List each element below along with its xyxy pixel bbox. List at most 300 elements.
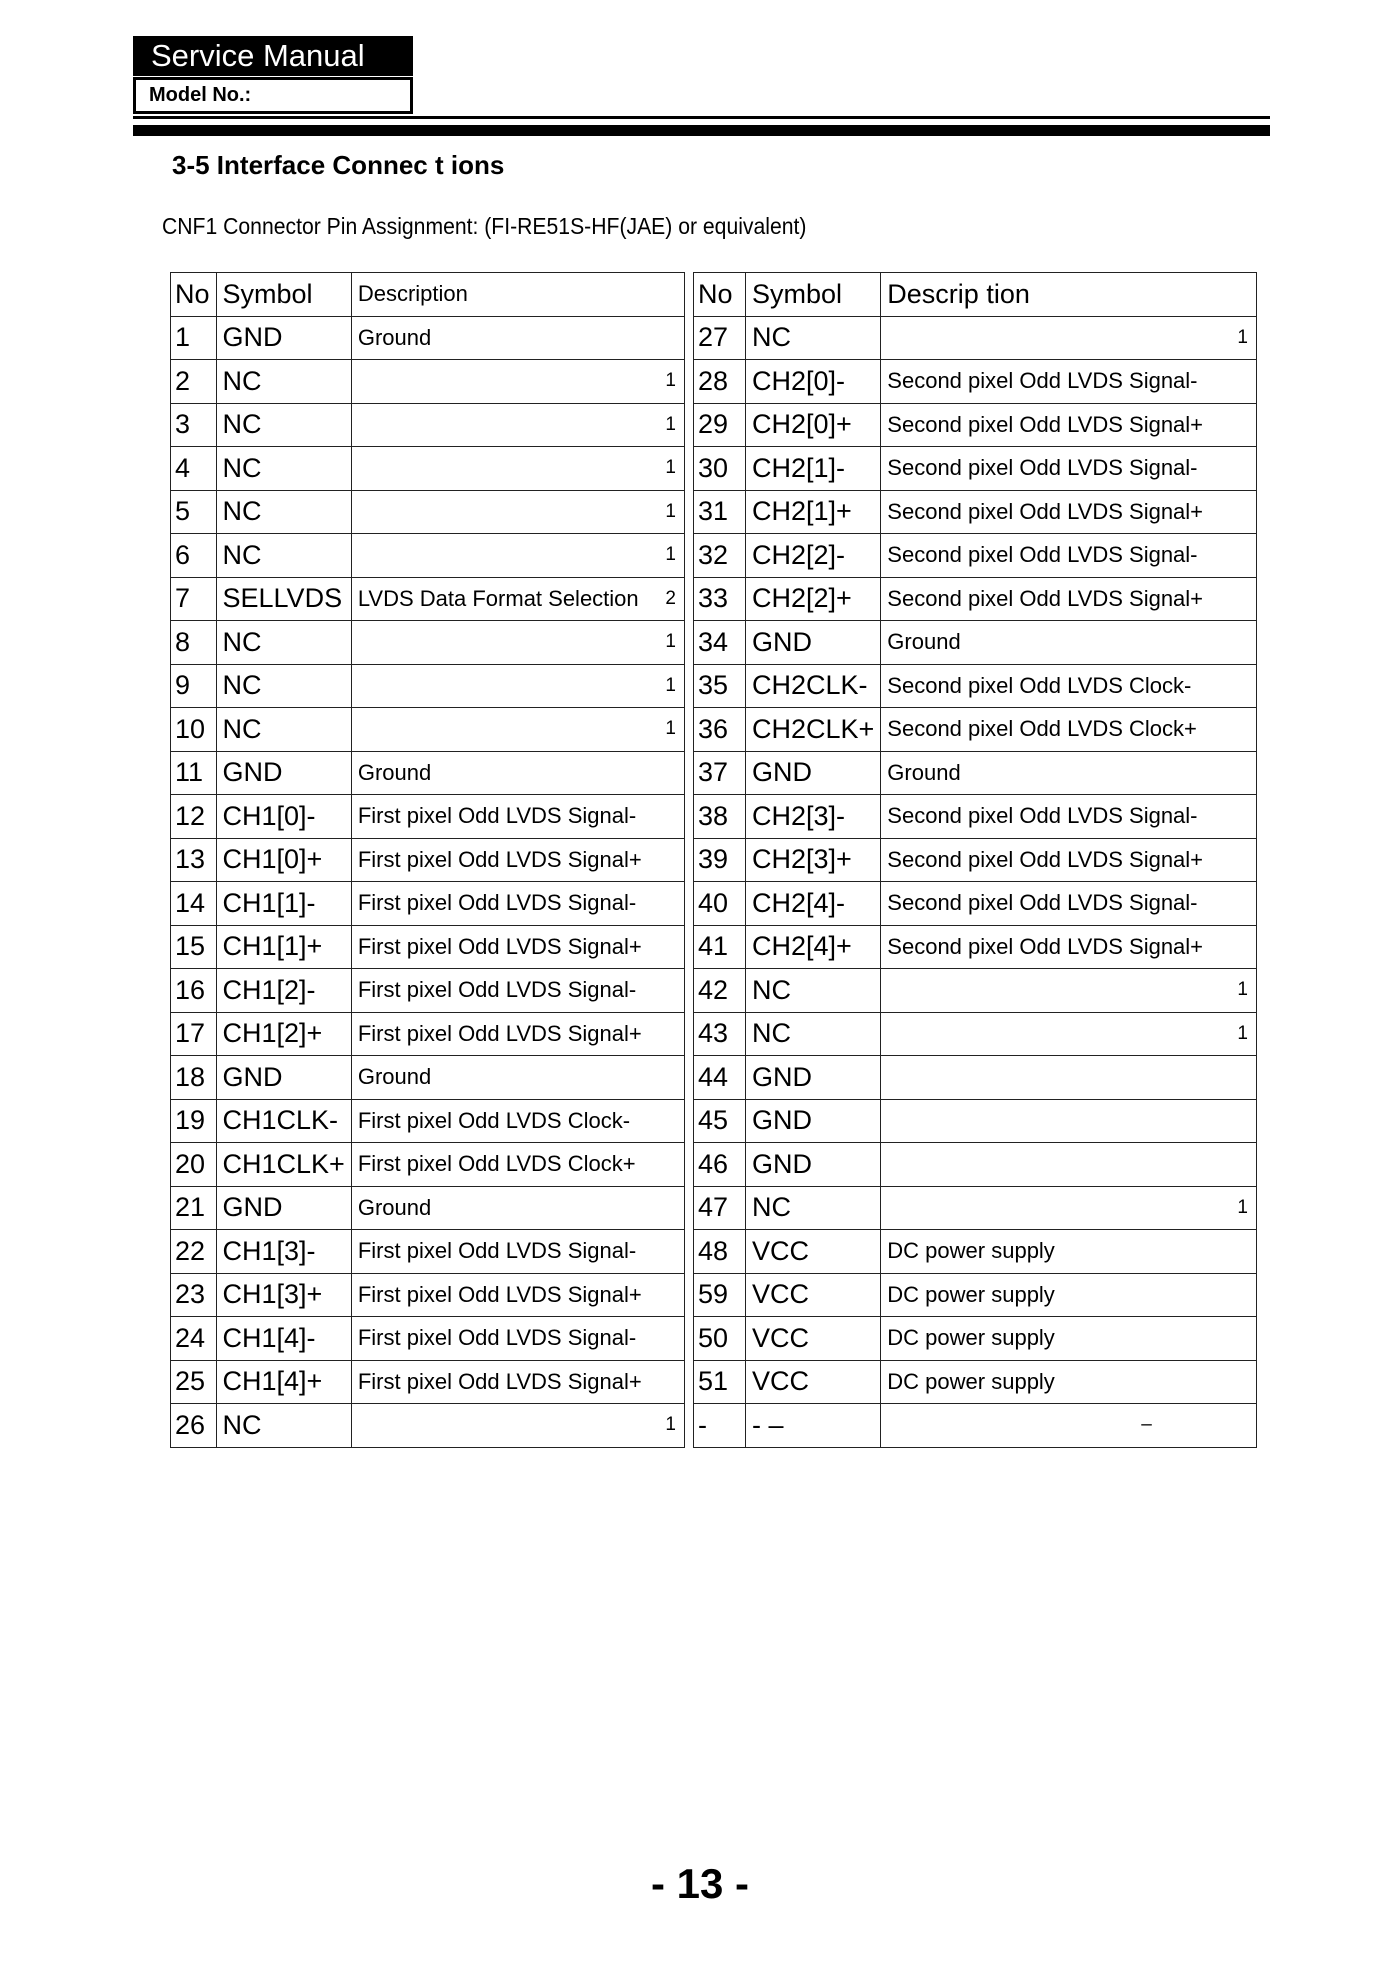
pin-description-text: LVDS Data Format Selection: [357, 585, 639, 611]
pin-symbol-text: NC: [222, 452, 262, 483]
pin-description: [351, 316, 684, 360]
pin-symbol: [745, 1360, 880, 1404]
pin-number: [694, 360, 746, 404]
pin-symbol-text: VCC: [751, 1366, 809, 1397]
pin-symbol-text: GND: [751, 626, 812, 657]
table-row: [694, 403, 1257, 447]
pin-number-text: -: [698, 1409, 707, 1440]
table-row: [694, 621, 1257, 665]
table-row: [171, 925, 685, 969]
pin-number-text: 1: [175, 322, 191, 353]
pin-number: [694, 1317, 746, 1361]
pin-number: [694, 1099, 746, 1143]
pin-number: [694, 1143, 746, 1187]
pin-number: [171, 534, 217, 578]
pin-description: [881, 1404, 1257, 1448]
pin-note: 1: [1237, 979, 1248, 1001]
table-row: [171, 882, 685, 926]
table-row: [171, 1186, 685, 1230]
table-row: [694, 447, 1257, 491]
pin-number-text: 26: [175, 1409, 206, 1440]
table-row: [171, 1099, 685, 1143]
table-row: [694, 795, 1257, 839]
table-row: [694, 1056, 1257, 1100]
pin-number-text: 29: [698, 409, 729, 440]
pin-number: [171, 882, 217, 926]
pin-number-text: 17: [175, 1018, 206, 1049]
pin-symbol: [745, 1143, 880, 1187]
table-row: [694, 1099, 1257, 1143]
pin-symbol-text: - –: [751, 1409, 784, 1440]
pin-number-text: 32: [698, 539, 729, 570]
pin-number-text: 16: [175, 974, 206, 1005]
pin-description: [881, 490, 1257, 534]
pin-number: [171, 838, 217, 882]
pin-symbol: [216, 1056, 351, 1100]
pin-description-text: First pixel Odd LVDS Signal-: [357, 803, 637, 829]
pin-symbol: [745, 1404, 880, 1448]
table-row: [694, 1012, 1257, 1056]
pin-description-text: First pixel Odd LVDS Signal+: [357, 1020, 642, 1046]
pin-description: [351, 1056, 684, 1100]
pin-symbol-text: CH2CLK+: [751, 713, 875, 744]
pin-description: [351, 490, 684, 534]
pin-symbol-text: CH1[0]+: [222, 844, 323, 875]
pin-symbol: [745, 360, 880, 404]
pin-description: [881, 621, 1257, 665]
pin-note: 2: [665, 587, 676, 609]
pin-number-text: 30: [698, 452, 729, 483]
table-row: [171, 708, 685, 752]
pin-note: 1: [1237, 1022, 1248, 1044]
pin-number: [694, 1273, 746, 1317]
pin-number-text: 35: [698, 670, 729, 701]
pin-description: [881, 316, 1257, 360]
pin-symbol: [216, 882, 351, 926]
pin-description: [351, 664, 684, 708]
pin-symbol: [745, 534, 880, 578]
pin-description: [881, 360, 1257, 404]
pin-description-text: Ground: [357, 1194, 432, 1220]
table-row: [171, 1317, 685, 1361]
pin-number: [694, 1230, 746, 1274]
table-row: [171, 1404, 685, 1448]
pin-note: –: [1141, 1414, 1152, 1436]
pin-number-text: 18: [175, 1061, 206, 1092]
pin-number-text: 12: [175, 800, 206, 831]
pin-note: 1: [665, 457, 676, 479]
pin-symbol-text: CH1[1]-: [222, 887, 316, 918]
pin-symbol-text: GND: [751, 757, 812, 788]
pin-description: [881, 1012, 1257, 1056]
pin-number-text: 38: [698, 800, 729, 831]
table-row: [171, 577, 685, 621]
pin-number-text: 36: [698, 713, 729, 744]
header-description: Descrip tion: [881, 273, 1257, 317]
table-row: [694, 1186, 1257, 1230]
pin-symbol: [216, 925, 351, 969]
pin-description: [881, 1230, 1257, 1274]
pin-number-text: 46: [698, 1148, 729, 1179]
pin-symbol: [745, 1230, 880, 1274]
pin-number-text: 41: [698, 931, 729, 962]
pin-number-text: 50: [698, 1322, 729, 1353]
pin-symbol-text: CH2[2]+: [751, 583, 852, 614]
pin-description: [881, 795, 1257, 839]
pin-number: [171, 1143, 217, 1187]
pin-description-text: Second pixel Odd LVDS Signal-: [887, 803, 1198, 829]
pin-symbol-text: GND: [751, 1148, 812, 1179]
pin-description-text: Ground: [357, 759, 432, 785]
pin-number: [694, 1360, 746, 1404]
pin-symbol-text: NC: [751, 1192, 791, 1223]
pin-note: 1: [665, 674, 676, 696]
pin-number-text: 44: [698, 1061, 729, 1092]
pin-number: [694, 664, 746, 708]
pin-number: [171, 1012, 217, 1056]
pin-symbol-text: GND: [222, 1192, 283, 1223]
pin-note: 1: [665, 370, 676, 392]
pin-description-text: First pixel Odd LVDS Signal-: [357, 1238, 637, 1264]
table-row: [694, 1230, 1257, 1274]
table-row: [171, 1273, 685, 1317]
header-rule-thick: [133, 125, 1270, 136]
table-row: [171, 1230, 685, 1274]
pin-description-text: Ground: [357, 324, 432, 350]
pin-description: [351, 751, 684, 795]
pin-number-text: 43: [698, 1018, 729, 1049]
table-row: [694, 1317, 1257, 1361]
pin-number-text: 33: [698, 583, 729, 614]
pin-symbol: [216, 1186, 351, 1230]
pin-symbol-text: CH2[3]-: [751, 800, 846, 831]
pin-symbol-text: NC: [222, 713, 262, 744]
pin-number: [694, 316, 746, 360]
table-row: [171, 664, 685, 708]
pin-note: 1: [1237, 1196, 1248, 1218]
pin-description-text: Second pixel Odd LVDS Clock-: [887, 672, 1192, 698]
pin-description-text: Second pixel Odd LVDS Signal-: [887, 368, 1198, 394]
pin-symbol: [745, 577, 880, 621]
pin-number: [694, 838, 746, 882]
pin-symbol-text: CH2[1]-: [751, 452, 846, 483]
pin-description: [351, 1143, 684, 1187]
pin-symbol: [745, 490, 880, 534]
pin-number: [694, 577, 746, 621]
table-row: [171, 1143, 685, 1187]
pin-description: [881, 1099, 1257, 1143]
pin-number: [694, 447, 746, 491]
pin-description-text: First pixel Odd LVDS Signal-: [357, 1325, 637, 1351]
pin-symbol: [216, 1230, 351, 1274]
pin-symbol: [745, 1273, 880, 1317]
pin-number: [171, 969, 217, 1013]
model-number-label: Model No.:: [133, 77, 413, 114]
pin-number-text: 25: [175, 1366, 206, 1397]
pin-description: [351, 534, 684, 578]
pin-symbol: [745, 1099, 880, 1143]
pin-note: 1: [665, 413, 676, 435]
pin-description: [881, 882, 1257, 926]
pin-number: [694, 751, 746, 795]
header-symbol: Symbol: [745, 273, 880, 317]
table-row: [694, 882, 1257, 926]
pin-number-text: 39: [698, 844, 729, 875]
pin-description: [881, 447, 1257, 491]
table-row: [694, 1360, 1257, 1404]
pin-symbol: [216, 534, 351, 578]
pin-description: [881, 1317, 1257, 1361]
header-rule-thin: [133, 116, 1270, 119]
pin-symbol: [216, 664, 351, 708]
pin-symbol-text: NC: [222, 539, 262, 570]
pin-symbol: [216, 360, 351, 404]
pin-symbol: [216, 1143, 351, 1187]
pin-description: [351, 1186, 684, 1230]
pin-number: [171, 795, 217, 839]
table-row: [171, 838, 685, 882]
pin-symbol-text: VCC: [751, 1235, 809, 1266]
pin-description-text: Second pixel Odd LVDS Clock+: [887, 716, 1197, 742]
pin-description: [351, 1273, 684, 1317]
pin-description-text: Second pixel Odd LVDS Signal+: [887, 498, 1204, 524]
pin-symbol: [745, 882, 880, 926]
pin-symbol-text: GND: [222, 1061, 283, 1092]
pin-number-text: 11: [175, 757, 204, 788]
pin-number-text: 19: [175, 1105, 206, 1136]
table-row: [171, 403, 685, 447]
header-symbol: Symbol: [216, 273, 351, 317]
pin-description-text: DC power supply: [887, 1238, 1055, 1264]
table-row: [171, 751, 685, 795]
pin-note: 1: [665, 544, 676, 566]
pin-table-left: [170, 272, 685, 1448]
table-row: [171, 1056, 685, 1100]
pin-number: [171, 447, 217, 491]
pin-symbol-text: CH2[3]+: [751, 844, 852, 875]
pin-symbol: [216, 1317, 351, 1361]
pin-symbol: [216, 577, 351, 621]
table-row: [694, 316, 1257, 360]
pin-symbol: [745, 751, 880, 795]
pin-number: [694, 1186, 746, 1230]
pin-description: [881, 403, 1257, 447]
pin-description: [351, 1404, 684, 1448]
pin-description: [351, 1012, 684, 1056]
pin-description-text: Second pixel Odd LVDS Signal-: [887, 455, 1198, 481]
pin-description: [881, 1186, 1257, 1230]
pin-number-text: 5: [175, 496, 191, 527]
pin-number-text: 2: [175, 365, 191, 396]
pin-symbol-text: SELLVDS: [222, 583, 343, 614]
pin-number: [171, 925, 217, 969]
table-header-row: [171, 273, 685, 317]
pin-description: [351, 1360, 684, 1404]
pin-description: [881, 969, 1257, 1013]
pin-symbol-text: NC: [222, 670, 262, 701]
pin-symbol-text: VCC: [751, 1322, 809, 1353]
pin-symbol: [745, 838, 880, 882]
pin-symbol: [745, 403, 880, 447]
pin-symbol-text: CH1[2]+: [222, 1018, 323, 1049]
pin-symbol: [216, 316, 351, 360]
pin-symbol-text: CH1CLK-: [222, 1105, 339, 1136]
pin-description: [881, 577, 1257, 621]
section-title: 3-5 Interface Connec t ions: [172, 150, 505, 180]
pin-number: [171, 1056, 217, 1100]
pin-description: [881, 664, 1257, 708]
pin-number: [171, 1230, 217, 1274]
pin-description: [351, 708, 684, 752]
pin-symbol: [216, 751, 351, 795]
pin-number-text: 9: [175, 670, 191, 701]
pin-description-text: Ground: [887, 759, 961, 785]
pin-symbol-text: GND: [222, 757, 283, 788]
pin-description: [351, 1099, 684, 1143]
table-row: [171, 447, 685, 491]
table-row: [171, 1360, 685, 1404]
pin-number-text: 48: [698, 1235, 729, 1266]
pin-description: [881, 1360, 1257, 1404]
pin-symbol: [216, 1360, 351, 1404]
table-row: [171, 621, 685, 665]
pin-symbol-text: GND: [222, 322, 283, 353]
header-no: No: [171, 273, 217, 317]
pin-number-text: 15: [175, 931, 206, 962]
pin-number: [171, 1099, 217, 1143]
pin-number-text: 31: [698, 496, 729, 527]
pin-number: [694, 621, 746, 665]
pin-symbol-text: CH1[2]-: [222, 974, 316, 1005]
pin-description: [881, 534, 1257, 578]
table-row: [171, 795, 685, 839]
pin-number: [694, 403, 746, 447]
pin-description: [351, 882, 684, 926]
pin-symbol-text: CH1CLK+: [222, 1148, 345, 1179]
pin-number: [694, 969, 746, 1013]
table-row: [171, 316, 685, 360]
pin-description-text: Second pixel Odd LVDS Signal+: [887, 933, 1204, 959]
pin-description-text: First pixel Odd LVDS Signal+: [357, 1368, 642, 1394]
pin-number: [171, 577, 217, 621]
pin-symbol-text: CH2[4]-: [751, 887, 846, 918]
table-row: [694, 1404, 1257, 1448]
pin-number: [171, 316, 217, 360]
pin-symbol-text: NC: [751, 1018, 791, 1049]
table-row: [171, 490, 685, 534]
pin-note: 1: [1237, 326, 1248, 348]
pin-symbol: [216, 838, 351, 882]
pin-number: [694, 1056, 746, 1100]
pin-number-text: 7: [175, 583, 191, 614]
pin-description: [351, 838, 684, 882]
pin-number-text: 24: [175, 1322, 206, 1353]
pin-number-text: 4: [175, 452, 191, 483]
pin-symbol: [745, 1317, 880, 1361]
pin-number: [694, 1012, 746, 1056]
pin-symbol-text: CH1[4]-: [222, 1322, 316, 1353]
pin-description-text: First pixel Odd LVDS Signal-: [357, 977, 637, 1003]
pin-description-text: Ground: [887, 629, 961, 655]
pin-description-text: Ground: [357, 1064, 432, 1090]
pin-number-text: 22: [175, 1235, 206, 1266]
pin-description-text: Second pixel Odd LVDS Signal-: [887, 890, 1198, 916]
pin-symbol: [216, 447, 351, 491]
pin-description: [351, 1317, 684, 1361]
pin-description-text: First pixel Odd LVDS Clock+: [357, 1151, 636, 1177]
pin-number-text: 34: [698, 626, 729, 657]
pin-number: [171, 1404, 217, 1448]
table-header-row: [694, 273, 1257, 317]
pin-symbol: [745, 925, 880, 969]
pin-number-text: 45: [698, 1105, 729, 1136]
table-row: [694, 751, 1257, 795]
table-row: [694, 1143, 1257, 1187]
pin-description-text: Second pixel Odd LVDS Signal+: [887, 411, 1204, 437]
pin-description-text: Second pixel Odd LVDS Signal+: [887, 585, 1204, 611]
table-row: [171, 360, 685, 404]
pin-symbol-text: CH1[0]-: [222, 800, 316, 831]
pin-symbol-text: CH2[2]-: [751, 539, 846, 570]
pin-symbol: [216, 403, 351, 447]
pin-symbol: [216, 1012, 351, 1056]
pin-symbol: [745, 1186, 880, 1230]
pin-number-text: 40: [698, 887, 729, 918]
pin-symbol: [216, 1404, 351, 1448]
table-row: [694, 360, 1257, 404]
table-row: [171, 969, 685, 1013]
pin-symbol-text: GND: [751, 1061, 812, 1092]
connector-subtitle: CNF1 Connector Pin Assignment: (FI-RE51S-HF(JAE) or equivalent): [162, 213, 807, 239]
table-row: [694, 664, 1257, 708]
pin-description: [881, 1143, 1257, 1187]
pin-description: [351, 795, 684, 839]
pin-symbol-text: NC: [222, 409, 262, 440]
header-no: No: [694, 273, 746, 317]
pin-number-text: 59: [698, 1279, 729, 1310]
pin-number: [171, 1186, 217, 1230]
pin-symbol-text: CH1[3]-: [222, 1235, 316, 1266]
table-row: [694, 969, 1257, 1013]
pin-symbol-text: VCC: [751, 1279, 809, 1310]
table-row: [694, 490, 1257, 534]
pin-description-text: First pixel Odd LVDS Clock-: [357, 1107, 631, 1133]
pin-number-text: 3: [175, 409, 191, 440]
pin-symbol: [745, 447, 880, 491]
pin-description-text: Second pixel Odd LVDS Signal+: [887, 846, 1204, 872]
pin-number: [171, 1273, 217, 1317]
pin-symbol: [216, 708, 351, 752]
pin-symbol: [745, 708, 880, 752]
pin-description-text: DC power supply: [887, 1368, 1055, 1394]
table-row: [694, 838, 1257, 882]
pin-symbol: [745, 1012, 880, 1056]
pin-symbol: [216, 969, 351, 1013]
pin-symbol-text: CH1[4]+: [222, 1366, 323, 1397]
pin-number: [694, 795, 746, 839]
pin-number: [694, 882, 746, 926]
pin-note: 1: [665, 500, 676, 522]
pin-description-text: DC power supply: [887, 1281, 1055, 1307]
pin-number-text: 21: [175, 1192, 206, 1223]
pin-symbol: [216, 795, 351, 839]
pin-number: [694, 534, 746, 578]
pin-number: [694, 1404, 746, 1448]
pin-symbol-text: NC: [222, 496, 262, 527]
pin-symbol: [216, 490, 351, 534]
pin-number-text: 23: [175, 1279, 206, 1310]
pin-symbol-text: CH2[1]+: [751, 496, 852, 527]
